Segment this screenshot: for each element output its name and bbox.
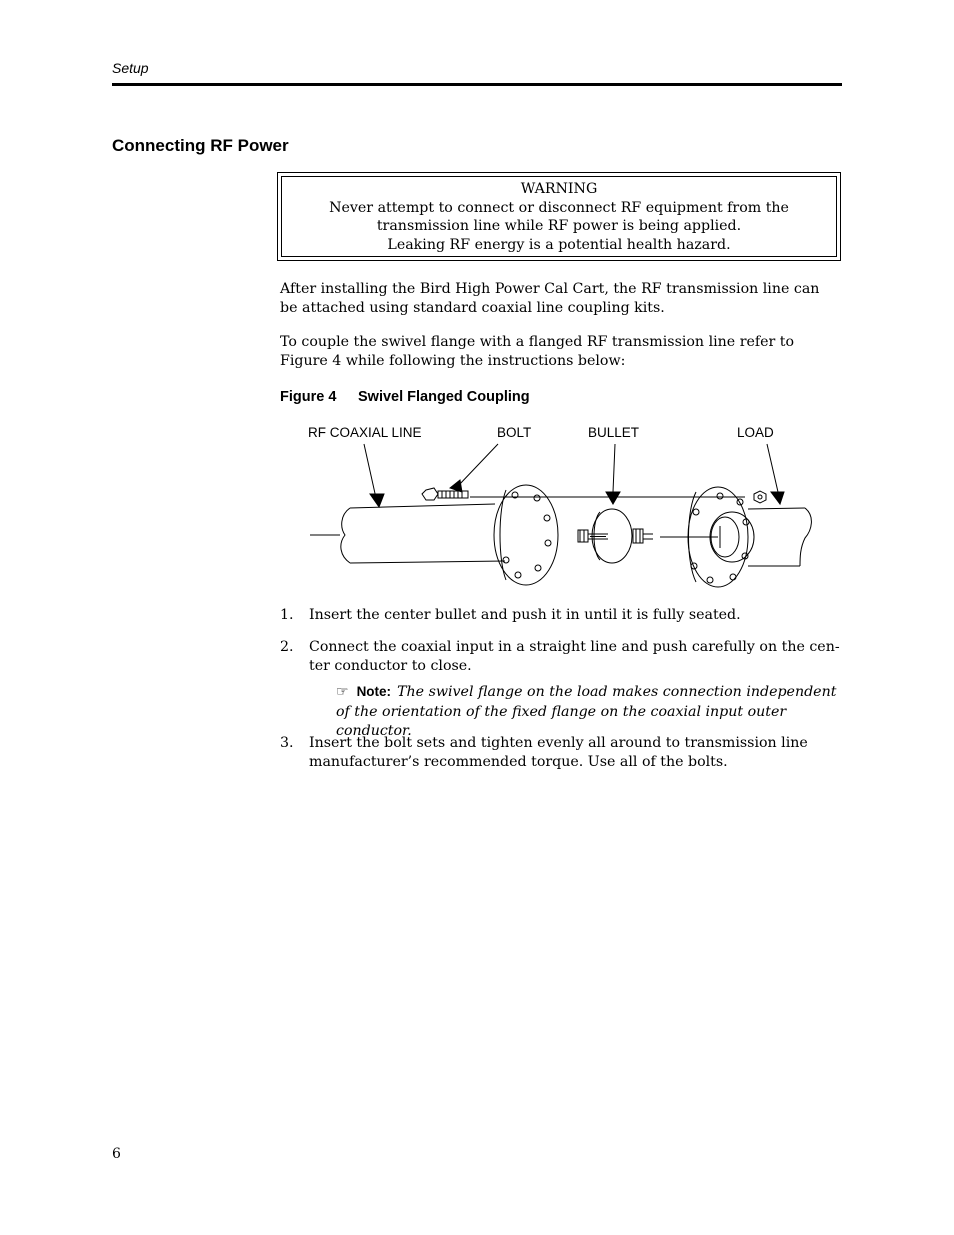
step-number: 1. [280,607,294,623]
label-bolt: BOLT [497,425,532,440]
rf-coaxial-line-pipe [310,504,505,563]
step-text: Insert the center bullet and push it in until it is fully seated. [309,607,741,623]
label-rf-coaxial-line: RF COAXIAL LINE [308,425,422,440]
warning-line: Leaking RF energy is a potential health hazard. [387,236,731,253]
swivel-flange [660,487,754,587]
note [336,682,846,742]
leader-line-bullet [613,444,615,492]
arrowhead-icon [606,492,620,504]
figure-caption [280,389,530,405]
figure-title: Swivel Flanged Coupling [358,389,530,405]
note-text: The swivel flange on the load makes connection independent of the orientation of the fixed flange on the coaxial input outer conductor. [336,684,837,739]
running-header: Setup [112,60,149,76]
bullet-part [578,509,653,563]
leader-line-rf-coaxial-line [364,444,376,498]
header-rule [112,83,842,86]
step-text: Insert the bolt sets and tighten evenly all around to transmission line manufacturer’s recommended torque. Use all of the bolts. [309,735,808,770]
step-number: 3. [280,735,294,751]
note-label: Note: [356,684,392,699]
arrowhead-icon [450,480,462,492]
paragraph: After installing the Bird High Power Cal Cart, the RF transmission line can be attached using standard coaxial line coupling kits. [280,281,820,316]
page-number: 6 [112,1146,121,1162]
paragraph: To couple the swivel flange with a flanged RF transmission line refer to Figure 4 while following the instructions below: [280,334,795,369]
warning-title: WARNING [520,181,598,197]
swivel-flanged-coupling-diagram [300,420,820,590]
figure-number: Figure 4 [280,389,337,405]
warning-box [277,172,841,261]
pointing-hand-icon: ☞ [336,684,349,700]
warning-inner-frame [281,176,837,257]
nut-part [754,491,766,503]
step-text: Connect the coaxial input in a straight line and push carefully on the cen-ter conductor to close. [309,639,840,674]
step-number: 2. [280,639,294,655]
warning-line: Never attempt to connect or disconnect RF equipment from the [329,199,789,216]
load-pipe [748,508,811,566]
warning-line: transmission line while RF power is being applied. [376,218,742,235]
arrowhead-icon [771,492,784,504]
label-bullet: BULLET [588,425,640,440]
section-title: Connecting RF Power [112,136,289,155]
fixed-flange [494,485,558,585]
leader-line-bolt [458,444,498,486]
leader-line-load [767,444,778,492]
label-load: LOAD [737,425,774,440]
arrowhead-icon [370,494,384,507]
